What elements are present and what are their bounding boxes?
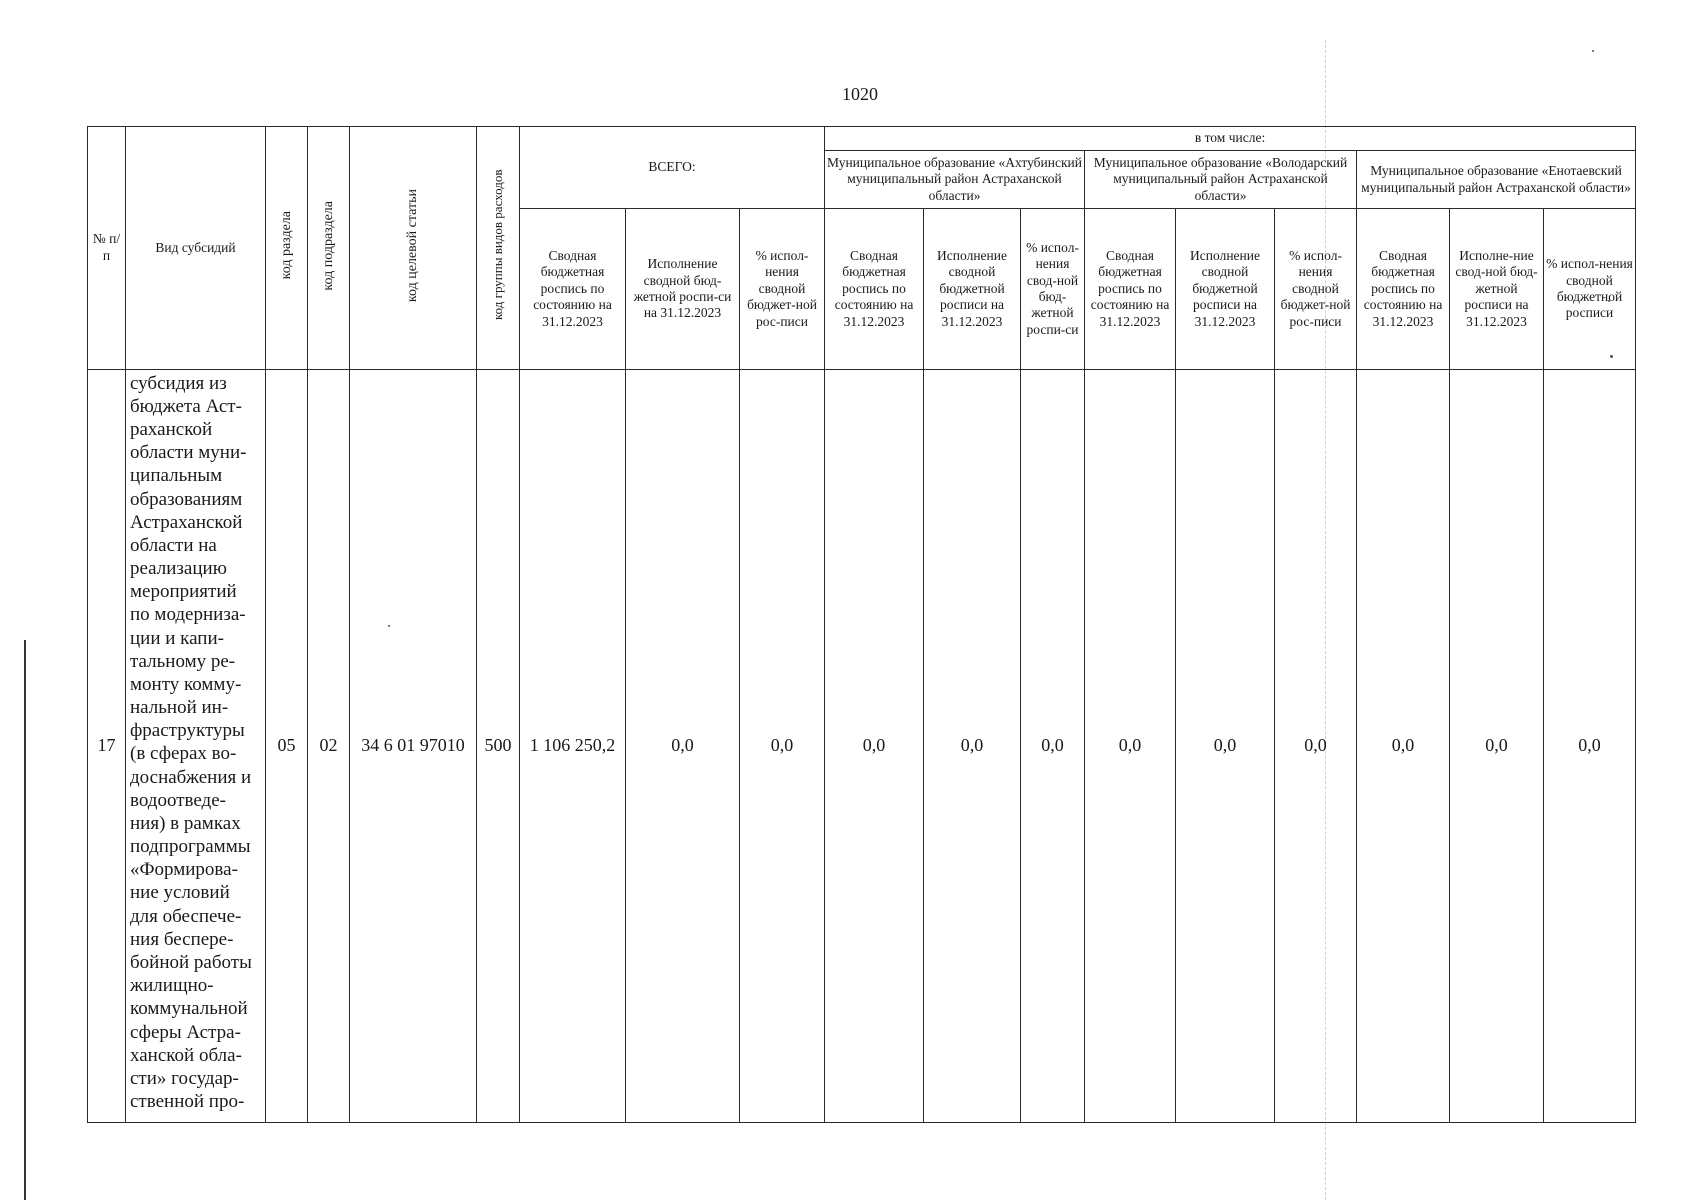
header-including: в том числе: bbox=[825, 127, 1636, 151]
row-mo1-plan: 0,0 bbox=[825, 369, 924, 1122]
header-expense-group-code: код группы видов расходов bbox=[477, 127, 520, 370]
row-mo3-execution: 0,0 bbox=[1450, 369, 1544, 1122]
row-mo1-execution: 0,0 bbox=[924, 369, 1021, 1122]
header-mo3-percent: % испол-нения сводной бюджетной росписи bbox=[1544, 209, 1636, 369]
header-mo1-plan: Сводная бюджетная роспись по состоянию на 31.12.2023 bbox=[825, 209, 924, 369]
header-mo1-execution: Исполнение сводной бюджетной росписи на 31.12.2023 bbox=[924, 209, 1021, 369]
header-section-code: код раздела bbox=[266, 127, 308, 370]
header-mo2-execution: Исполнение сводной бюджетной росписи на 31.12.2023 bbox=[1176, 209, 1275, 369]
header-mo1-percent: % испол-нения свод-ной бюд-жетной роспи-си bbox=[1021, 209, 1085, 369]
row-subsection-code: 02 bbox=[308, 369, 350, 1122]
row-mo2-execution: 0,0 bbox=[1176, 369, 1275, 1122]
row-total-plan: 1 106 250,2 bbox=[520, 369, 626, 1122]
page-number: 1020 bbox=[842, 84, 878, 104]
header-subsidy-type: Вид субсидий bbox=[126, 127, 266, 370]
scan-edge-line bbox=[24, 640, 26, 1200]
table-row bbox=[88, 369, 1636, 1122]
header-mo2-plan: Сводная бюджетная роспись по состоянию на 31.12.2023 bbox=[1085, 209, 1176, 369]
header-num: № п/п bbox=[88, 127, 126, 370]
header-mo3-execution: Исполне-ние свод-ной бюд-жетной росписи на 31.12.2023 bbox=[1450, 209, 1544, 369]
row-mo2-percent: 0,0 bbox=[1275, 369, 1357, 1122]
row-section-code: 05 bbox=[266, 369, 308, 1122]
row-total-execution: 0,0 bbox=[626, 369, 740, 1122]
row-mo3-plan: 0,0 bbox=[1357, 369, 1450, 1122]
header-mo3-plan: Сводная бюджетная роспись по состоянию на 31.12.2023 bbox=[1357, 209, 1450, 369]
scan-speck bbox=[1592, 50, 1594, 52]
row-expense-group-code: 500 bbox=[477, 369, 520, 1122]
header-row-1 bbox=[88, 127, 1636, 151]
header-total: ВСЕГО: bbox=[520, 127, 825, 209]
header-subsection-code: код подраздела bbox=[308, 127, 350, 370]
budget-table bbox=[87, 126, 1636, 1123]
header-total-percent: % испол-нения сводной бюджет-ной рос-писи bbox=[740, 209, 825, 369]
row-num: 17 bbox=[88, 369, 126, 1122]
header-municipality-akhtubinsky: Муниципальное образование «Ахтубинский муниципальный район Астраханской области» bbox=[825, 151, 1085, 209]
row-target-code: 34 6 01 97010 bbox=[350, 369, 477, 1122]
header-municipality-volodarsky: Муниципальное образование «Володарский муниципальный район Астраханской области» bbox=[1085, 151, 1357, 209]
row-description: субсидия из бюджета Аст- раханской области муни- ципальным образованиям Астраханской области на реализацию мероприятий по модерниза- ции и капи- тальному ре- монту комму- нальной ин- фраструктуры (в сферах во- доснабжения и водоотведе- ния) в рамках подпрограммы «Формирова- ние условий для обеспече- ния беспере- бойной работы жилищно- коммунальной сферы Астра- ханской обла- сти» государ- ственной про- bbox=[126, 369, 266, 1122]
header-total-plan: Сводная бюджетная роспись по состоянию на 31.12.2023 bbox=[520, 209, 626, 369]
row-mo2-plan: 0,0 bbox=[1085, 369, 1176, 1122]
header-target-code: код целевой статьи bbox=[350, 127, 477, 370]
header-total-execution: Исполнение сводной бюд-жетной роспи-си на 31.12.2023 bbox=[626, 209, 740, 369]
header-mo2-percent: % испол-нения сводной бюджет-ной рос-писи bbox=[1275, 209, 1357, 369]
row-total-percent: 0,0 bbox=[740, 369, 825, 1122]
header-municipality-enotaevsky: Муниципальное образование «Енотаевский муниципальный район Астраханской области» bbox=[1357, 151, 1636, 209]
row-mo1-percent: 0,0 bbox=[1021, 369, 1085, 1122]
row-mo3-percent: 0,0 bbox=[1544, 369, 1636, 1122]
